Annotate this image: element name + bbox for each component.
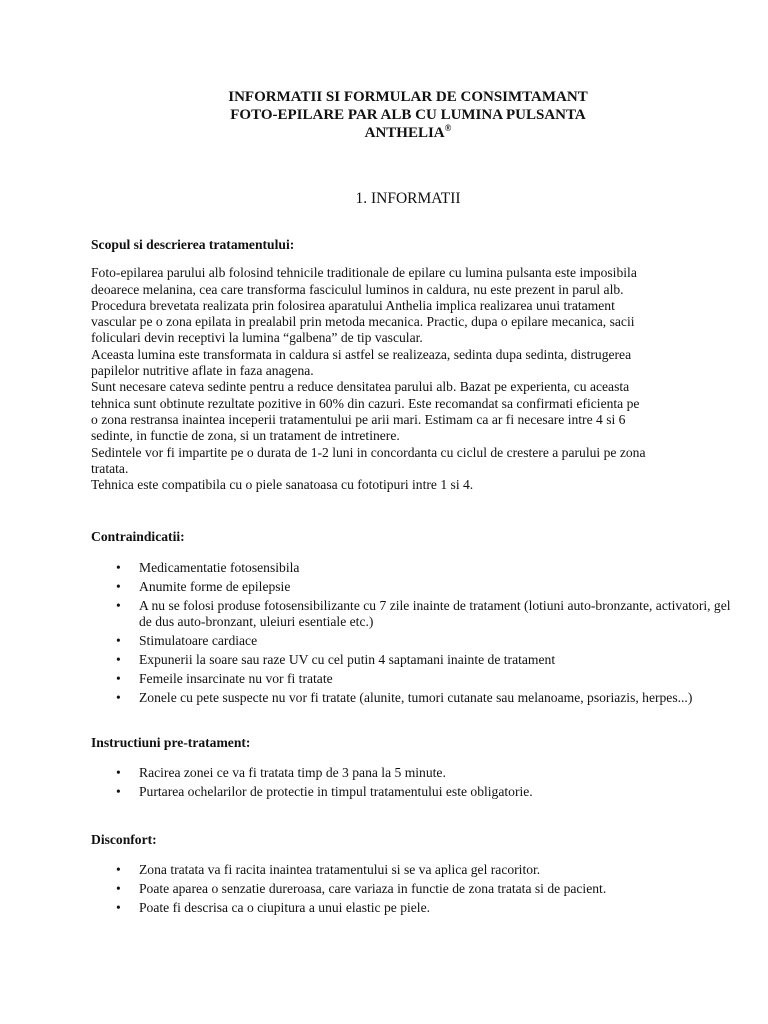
scope-line: papilelor nutritive aflate in faza anagena. <box>91 363 314 379</box>
list-item: • Anumite forme de epilepsie <box>91 579 731 596</box>
scope-line: o zona restransa inaintea inceperii tratamentului pe arii mari. Estimam ca ar fi necesare intre 4 si 6 <box>91 411 626 427</box>
scope-line: deoarece melanina, cea care transforma fasciculul luminos in caldura, nu este prezent in parul alb. <box>91 281 624 297</box>
scope-line: sedinte, in functie de zona, si un tratament de intretinere. <box>91 428 400 444</box>
scope-line: Tehnica este compatibila cu o piele sanatoasa cu fototipuri intre 1 si 4. <box>91 477 474 493</box>
list-item: • A nu se folosi produse fotosensibilizante cu 7 zile inainte de tratament (lotiuni auto-bronzante, activatori, gel de dus auto-bronzant, uleiuri esentiale etc.) <box>91 598 731 631</box>
scope-heading: Scopul si descrierea tratamentului: <box>91 237 295 252</box>
scope-line: Procedura brevetata realizata prin folosirea aparatului Anthelia implica realizarea unui tratament <box>91 297 615 313</box>
list-item: • Zonele cu pete suspecte nu vor fi tratate (alunite, tumori cutanate sau melanoame, psoriazis, herpes...) <box>91 690 731 707</box>
list-item: • Purtarea ochelarilor de protectie in timpul tratamentului este obligatorie. <box>91 784 731 801</box>
title-line-2: FOTO-EPILARE PAR ALB CU LUMINA PULSANTA <box>230 107 586 123</box>
document-title <box>0 88 768 142</box>
list-item: • Poate fi descrisa ca o ciupitura a unui elastic pe piele. <box>91 900 731 917</box>
scope-line: Aceasta lumina este transformata in caldura si astfel se realizeaza, sedinta dupa sedinta, distrugerea <box>91 346 632 362</box>
discomfort-heading: Disconfort: <box>91 831 157 847</box>
list-item: • Medicamentatie fotosensibila <box>91 560 731 577</box>
discomfort-list <box>91 862 731 917</box>
list-item: • Femeile insarcinate nu vor fi tratate <box>91 671 731 688</box>
scope-paragraph <box>91 265 731 493</box>
scope-line: tehnica sunt obtinute rezultate pozitive in 60% din cazuri. Este recomandat sa confirmati eficienta pe <box>91 395 640 411</box>
scope-line: Sedintele vor fi impartite pe o durata de 1-2 luni in concordanta cu ciclul de crestere a parului pe zona <box>91 444 646 460</box>
scope-line: Sunt necesare cateva sedinte pentru a reduce densitatea parului alb. Bazat pe experienta, cu aceasta <box>91 379 630 395</box>
list-item: • Expunerii la soare sau raze UV cu cel putin 4 saptamani inainte de tratament <box>91 652 731 669</box>
section-heading: 1. INFORMATII <box>355 190 461 207</box>
contraindications-list <box>91 560 731 707</box>
scope-line: tratata. <box>91 460 129 476</box>
trademark-symbol: ® <box>444 123 452 133</box>
list-item: • Racirea zonei ce va fi tratata timp de 3 pana la 5 minute. <box>91 765 731 782</box>
list-item: • Poate aparea o senzatie dureroasa, care variaza in functie de zona tratata si de pacient. <box>91 881 731 898</box>
title-line-1: INFORMATII SI FORMULAR DE CONSIMTAMANT <box>228 89 588 105</box>
list-item: • Zona tratata va fi racita inaintea tratamentului si se va aplica gel racoritor. <box>91 862 731 879</box>
title-line-3 <box>0 124 768 142</box>
scope-line: foliculari devin receptivi la lumina “galbena” de tip vascular. <box>91 330 423 346</box>
scope-line: Foto-epilarea parului alb folosind tehnicile traditionale de epilare cu lumina pulsanta este imposibila <box>91 265 637 281</box>
pre-treatment-heading: Instructiuni pre-tratament: <box>91 734 251 750</box>
contraindications-heading: Contraindicatii: <box>91 529 185 545</box>
list-item: • Stimulatoare cardiace <box>91 633 731 650</box>
scope-line: vascular pe o zona epilata in prealabil prin metoda mecanica. Practic, dupa o epilare mecanica, sacii <box>91 314 635 330</box>
document-body <box>91 237 731 919</box>
pre-treatment-list <box>91 765 731 801</box>
title-line-3-text: ANTHELIA <box>364 125 445 141</box>
